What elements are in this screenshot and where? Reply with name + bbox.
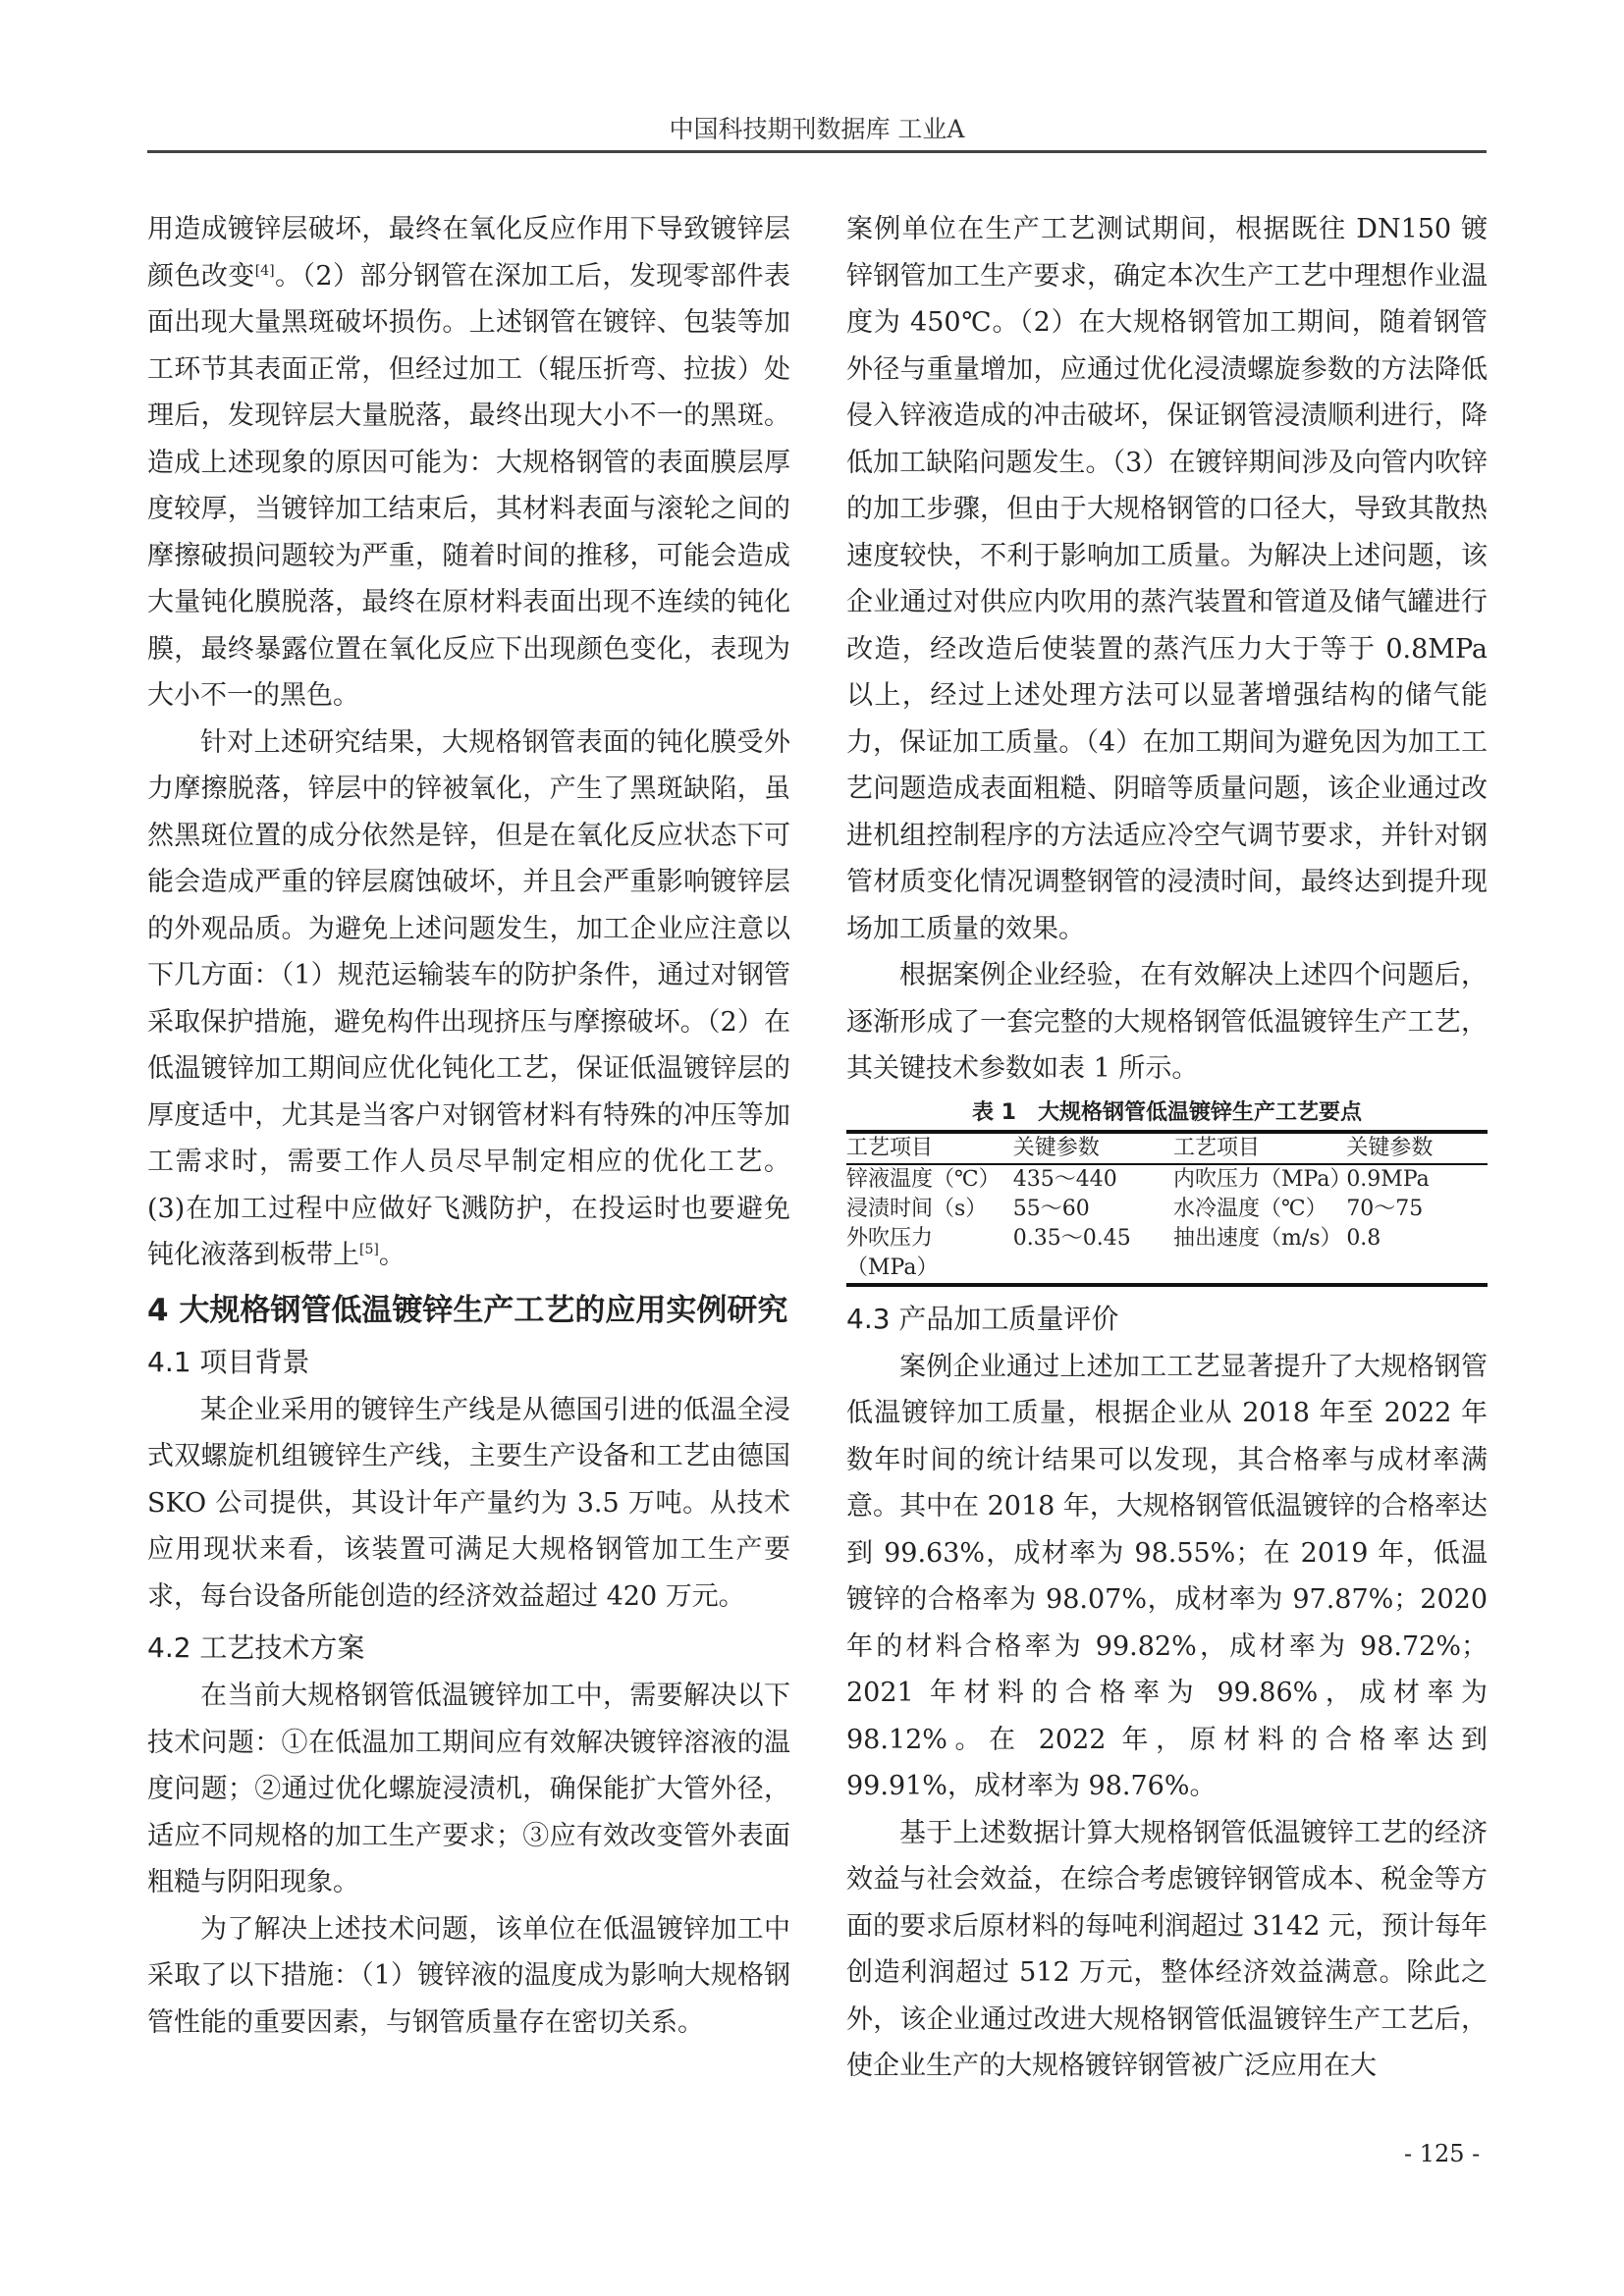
table-cell: 70～75 — [1346, 1196, 1424, 1221]
column-header: 工艺项目 — [1173, 1132, 1346, 1164]
left-column — [147, 206, 790, 2046]
table-cell: 锌液温度（℃） — [846, 1166, 1001, 1192]
citation: [5] — [359, 1242, 379, 1257]
paragraph — [147, 720, 790, 1279]
paragraph: 某企业采用的镀锌生产线是从德国引进的低温全浸式双螺旋机组镀锌生产线，主要生产设备和工艺由德国 SKO 公司提供，其设计年产量约为 3.5 万吨。从技术应用现状来看，该装置可满足大规格钢管加工生产要求，每台设备所能创造的经济效益超过 420 万元。 — [147, 1394, 790, 1612]
table-row — [846, 1195, 1488, 1224]
table-cell: 外吹压力（MPa） — [846, 1225, 939, 1280]
header-rule — [147, 150, 1487, 153]
subsection-heading: 4.2 工艺技术方案 — [147, 1631, 365, 1664]
subsection-heading: 4.1 项目背景 — [147, 1345, 310, 1378]
table-cell: 0.35～0.45 — [1012, 1225, 1131, 1251]
column-header: 关键参数 — [1013, 1132, 1173, 1164]
table-cell: 水冷温度（℃） — [1173, 1196, 1327, 1221]
table-cell: 55～60 — [1012, 1196, 1090, 1221]
page-number: - 125 - — [1404, 2140, 1481, 2167]
table-row — [846, 1164, 1488, 1195]
table-cell: 抽出速度（m/s） — [1173, 1225, 1342, 1251]
table-cell: 435～440 — [1012, 1166, 1117, 1192]
running-header: 中国科技期刊数据库 工业A — [669, 115, 965, 143]
table-cell: 浸渍时间（s） — [846, 1196, 988, 1221]
right-column — [846, 206, 1488, 2090]
column-header: 关键参数 — [1346, 1132, 1488, 1164]
table-title: 表 1 大规格钢管低温镀锌生产工艺要点 — [972, 1099, 1362, 1125]
paragraph: 根据案例企业经验，在有效解决上述四个问题后，逐渐形成了一套完整的大规格钢管低温镀锌生产工艺，其关键技术参数如表 1 所示。 — [846, 960, 1488, 1084]
text: 用造成镀锌层破坏，最终在氧化反应作用下导致镀锌层颜色改变 — [147, 214, 790, 292]
section-heading: 4 大规格钢管低温镀锌生产工艺的应用实例研究 — [147, 1292, 788, 1328]
text: 针对上述研究结果，大规格钢管表面的钝化膜受外力摩擦脱落，锌层中的锌被氧化，产生了黑斑缺陷，虽然黑斑位置的成分依然是锌，但是在氧化反应状态下可能会造成严重的锌层腐蚀破坏，并且会严重影响镀锌层的外观品质。为避免上述问题发生，加工企业应注意以下几方面：（1）规范运输装车的防护条件，通过对钢管采取保护措施，避免构件出现挤压与摩擦破坏。（2）在低温镀锌加工期间应优化钝化工艺，保证低温镀锌层的厚度适中，尤其是当客户对钢管材料有特殊的冲压等加工需求时，需要工作人员尽早制定相应的优化工艺。(3)在加工过程中应做好飞溅防护，在投运时也要避免钝化液落到板带上 — [147, 726, 790, 1270]
paragraph: 案例企业通过上述加工工艺显著提升了大规格钢管低温镀锌加工质量，根据企业从 2018 年至 2022 年数年时间的统计结果可以发现，其合格率与成材率满意。其中在 2018 年，大规格钢管低温镀锌的合格率达到 99.63%，成材率为 98.55%；在 2019 年，低温镀锌的合格率为 98.07%，成材率为 97.87%；2020 年的材料合格率为 99.82%，成材率为 98.72%；2021 年材料的合格率为 99.86%，成材率为 98.12%。在 2022 年，原材料的合格率达到 99.91%，成材率为 98.76%。 — [846, 1351, 1488, 1801]
table-cell: 0.9MPa — [1346, 1166, 1430, 1192]
process-table — [846, 1130, 1488, 1287]
paragraph: 为了解决上述技术问题，该单位在低温镀锌加工中采取了以下措施：（1）镀锌液的温度成为影响大规格钢管性能的重要因素，与钢管质量存在密切关系。 — [147, 1913, 790, 2038]
text: 。 — [378, 1240, 406, 1270]
table-cell: 0.8 — [1346, 1225, 1381, 1251]
subsection-heading: 4.3 产品加工质量评价 — [846, 1302, 1119, 1335]
paragraph: 案例单位在生产工艺测试期间，根据既往 DN150 镀锌钢管加工生产要求，确定本次生产工艺中理想作业温度为 450℃。（2）在大规格钢管加工期间，随着钢管外径与重量增加，应通过优化浸渍螺旋参数的方法降低侵入锌液造成的冲击破坏，保证钢管浸渍顺利进行，降低加工缺陷问题发生。（3）在镀锌期间涉及向管内吹锌的加工步骤，但由于大规格钢管的口径大，导致其散热速度较快，不利于影响加工质量。为解决上述问题，该企业通过对供应内吹用的蒸汽装置和管道及储气罐进行改造，经改造后使装置的蒸汽压力大于等于 0.8MPa 以上，经过上述处理方法可以显著增强结构的储气能力，保证加工质量。（4）在加工期间为避免因为加工工艺问题造成表面粗糙、阴暗等质量问题，该企业通过改进机组控制程序的方法适应冷空气调节要求，并针对钢管材质变化情况调整钢管的浸渍时间，最终达到提升现场加工质量的效果。 — [846, 214, 1488, 944]
table-header-row — [846, 1132, 1488, 1164]
table-cell: 内吹压力（MPa） — [1173, 1166, 1352, 1192]
citation: [4] — [254, 262, 275, 279]
paragraph: 在当前大规格钢管低温镀锌加工中，需要解决以下技术问题：①在低温加工期间应有效解决镀锌溶液的温度问题；②通过优化螺旋浸渍机，确保能扩大管外径，适应不同规格的加工生产要求；③应有效改变管外表面粗糙与阴阳现象。 — [147, 1681, 790, 1897]
column-header: 工艺项目 — [846, 1132, 1013, 1164]
paragraph: 基于上述数据计算大规格钢管低温镀锌工艺的经济效益与社会效益，在综合考虑镀锌钢管成本、税金等方面的要求后原材料的每吨利润超过 3142 元，预计每年创造利润超过 512 万元，整体经济效益满意。除此之外，该企业通过改进大规格钢管低温镀锌生产工艺后，使企业生产的大规格镀锌钢管被广泛应用在大 — [846, 1817, 1488, 2081]
text: 。（2）部分钢管在深加工后，发现零部件表面出现大量黑斑破坏损伤。上述钢管在镀锌、包装等加工环节其表面正常，但经过加工（辊压折弯、拉拔）处理后，发现锌层大量脱落，最终出现大小不一的黑斑。造成上述现象的原因可能为：大规格钢管的表面膜层厚度较厚，当镀锌加工结束后，其材料表面与滚轮之间的摩擦破损问题较为严重，随着时间的推移，可能会造成大量钝化膜脱落，最终在原材料表面出现不连续的钝化膜，最终暴露位置在氧化反应下出现颜色变化，表现为大小不一的黑色。 — [147, 260, 790, 711]
paragraph — [147, 206, 790, 720]
table-row — [846, 1224, 1488, 1285]
